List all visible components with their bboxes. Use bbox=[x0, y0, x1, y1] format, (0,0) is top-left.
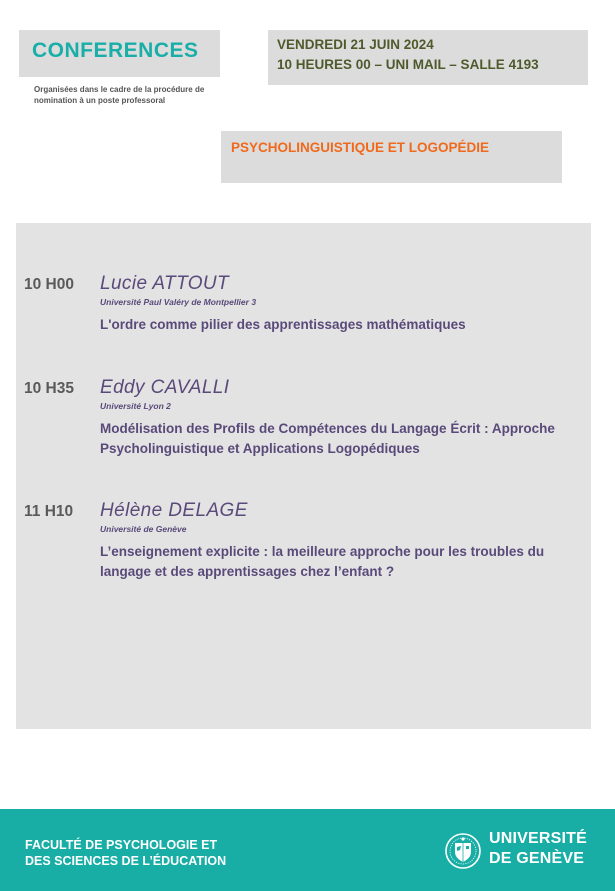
event-time-place: 10 HEURES 00 – UNI MAIL – SALLE 4193 bbox=[277, 57, 539, 72]
university-name-line2: DE GENÈVE bbox=[489, 850, 585, 867]
speaker-name: Hélène DELAGE bbox=[100, 500, 248, 521]
date-box bbox=[268, 30, 588, 85]
talk-title: Modélisation des Profils de Compétences du Langage Écrit : Approche Psycholinguistique et Applications Logopédiques bbox=[100, 421, 555, 456]
faculty-name-line2: DES SCIENCES DE L’ÉDUCATION bbox=[25, 854, 227, 868]
university-name-line1: UNIVERSITÉ bbox=[489, 830, 588, 847]
conferences-box bbox=[19, 30, 220, 77]
slot-time: 10 H35 bbox=[24, 380, 74, 397]
talk-title: L'ordre comme pilier des apprentissages mathématiques bbox=[100, 317, 466, 332]
speaker-name: Lucie ATTOUT bbox=[100, 273, 230, 294]
speaker-affiliation: Université Paul Valéry de Montpellier 3 bbox=[100, 297, 257, 307]
slot-time: 11 H10 bbox=[24, 503, 74, 520]
university-seal-icon bbox=[445, 833, 481, 869]
topic-box bbox=[221, 131, 562, 183]
talk-title: L’enseignement explicite : la meilleure approche pour les troubles du langage et des apprentissages chez l’enfant ? bbox=[100, 544, 545, 579]
event-date: VENDREDI 21 JUIN 2024 bbox=[277, 37, 434, 52]
conferences-title: CONFERENCES bbox=[32, 39, 199, 62]
conferences-subtitle: Organisées dans le cadre de la procédure de nomination à un poste professoral bbox=[34, 85, 205, 105]
program-panel bbox=[16, 223, 591, 729]
footer-bar bbox=[0, 809, 615, 891]
slot-time: 10 H00 bbox=[24, 276, 74, 293]
speaker-name: Eddy CAVALLI bbox=[100, 377, 230, 398]
speaker-affiliation: Université de Genève bbox=[100, 524, 187, 534]
speaker-affiliation: Université Lyon 2 bbox=[100, 401, 171, 411]
topic-title: PSYCHOLINGUISTIQUE ET LOGOPÉDIE bbox=[231, 140, 490, 155]
faculty-name-line1: FACULTÉ DE PSYCHOLOGIE ET bbox=[25, 838, 218, 852]
